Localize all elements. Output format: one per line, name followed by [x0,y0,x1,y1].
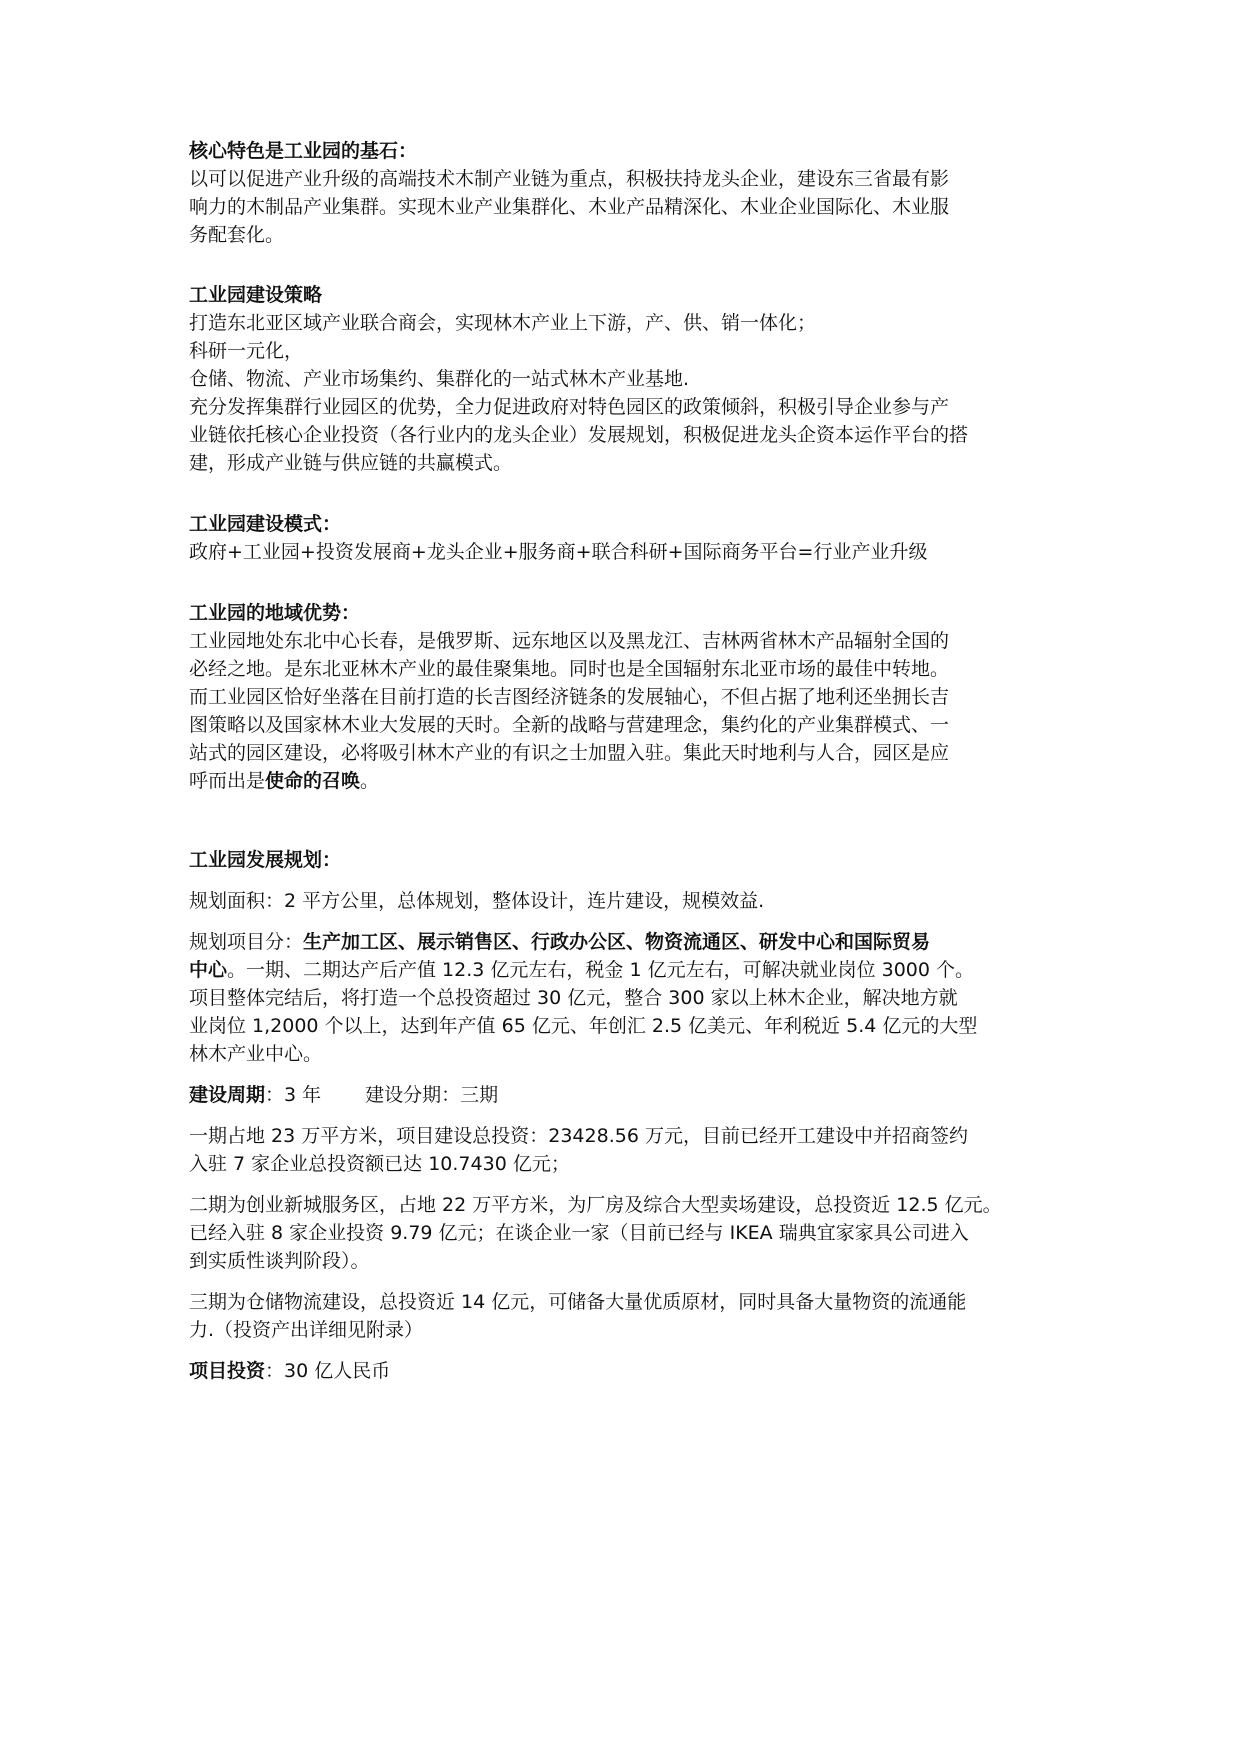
paragraph-line: 仓储、物流、产业市场集约、集群化的一站式林木产业基地. [189,368,690,390]
paragraph-line: 图策略以及国家林木业大发展的天时。全新的战略与营建理念，集约化的产业集群模式、一 [189,714,950,736]
emphasis-text: 中心 [189,959,228,981]
paragraph-line: 到实质性谈判阶段）。 [189,1250,370,1272]
paragraph-line: 二期为创业新城服务区，占地 22 万平方米，为厂房及综合大型卖场建设，总投资近 12.5 亿元。 [189,1194,1002,1216]
paragraph-line [189,767,379,795]
paragraph-line: 务配套化。 [189,224,285,246]
plan-area: 规划面积：2 平方公里，总体规划，整体设计，连片建设，规模效益. [189,890,765,912]
text-run: 呼而出是 [189,770,266,792]
cycle-label: 建设周期 [189,1084,266,1106]
text-run: 。一期、二期达产后产值 12.3 亿元左右，税金 1 亿元左右，可解决就业岗位 3000 个。 [227,959,975,981]
paragraph-line [189,1357,390,1385]
paragraph-line: 业链依托核心企业投资（各行业内的龙头企业）发展规划，积极促进龙头企资本运作平台的搭 [189,424,969,446]
section-heading-mode: 工业园建设模式： [189,513,342,535]
phase-text: 建设分期：三期 [365,1084,499,1106]
section-heading-plan: 工业园发展规划： [189,849,342,871]
emphasis-text: 生产加工区、展示销售区、行政办公区、物资流通区、研发中心和国际贸易 [303,931,931,953]
paragraph-line: 打造东北亚区域产业联合商会，实现林木产业上下游，产、供、销一体化； [189,312,817,334]
paragraph-line: 政府+工业园+投资发展商+龙头企业+服务商+联合科研+国际商务平台=行业产业升级 [189,541,928,563]
paragraph-line: 已经入驻 8 家企业投资 9.79 亿元；在谈企业一家（目前已经与 IKEA 瑞典宜家家具公司进入 [189,1222,969,1244]
paragraph-line: 响力的木制品产业集群。实现木业产业集群化、木业产品精深化、木业企业国际化、木业服 [189,196,950,218]
section-heading-strategy: 工业园建设策略 [189,284,323,306]
paragraph-line: 林木产业中心。 [189,1043,323,1065]
paragraph-line: 项目整体完结后，将打造一个总投资超过 30 亿元，整合 300 家以上林木企业，解决地方就 [189,987,958,1009]
paragraph-line: 充分发挥集群行业园区的优势，全力促进政府对特色园区的政策倾斜，积极引导企业参与产 [189,396,950,418]
paragraph-line: 而工业园区恰好坐落在目前打造的长吉图经济链条的发展轴心，不但占据了地利还坐拥长吉 [189,686,950,708]
section-heading-advantage: 工业园的地域优势： [189,602,361,624]
section-heading-core: 核心特色是工业园的基石： [189,140,418,162]
paragraph-line: 必经之地。是东北亚林木产业的最佳聚集地。同时也是全国辐射东北亚市场的最佳中转地。 [189,658,950,680]
paragraph-line: 入驻 7 家企业总投资额已达 10.7430 亿元； [189,1153,570,1175]
paragraph-line [189,956,974,984]
paragraph-line: 力.（投资产出详细见附录） [189,1319,424,1341]
text-run: 规划项目分： [189,931,304,953]
paragraph-line: 站式的园区建设，必将吸引林木产业的有识之士加盟入驻。集此天时地利与人合，园区是应 [189,742,950,764]
emphasis-text: 使命的召唤 [265,770,361,792]
text-run: 。 [360,770,380,792]
paragraph-line: 三期为仓储物流建设，总投资近 14 亿元，可储备大量优质原材，同时具备大量物资的流通能 [189,1291,967,1313]
cycle-value: ：3 年 [265,1084,322,1106]
paragraph-line [189,1081,498,1109]
invest-value: ：30 亿人民币 [265,1360,391,1382]
invest-label: 项目投资 [189,1360,266,1382]
paragraph-line: 业岗位 1,2000 个以上，达到年产值 65 亿元、年创汇 2.5 亿美元、年利税近 5.4 亿元的大型 [189,1015,978,1037]
paragraph-line: 工业园地处东北中心长春，是俄罗斯、远东地区以及黑龙江、吉林两省林木产品辐射全国的 [189,630,950,652]
paragraph-line: 以可以促进产业升级的高端技术木制产业链为重点，积极扶持龙头企业，建设东三省最有影 [189,168,950,190]
paragraph-line [189,928,930,956]
paragraph-line: 一期占地 23 万平方米，项目建设总投资：23428.56 万元，目前已经开工建设中并招商签约 [189,1125,968,1147]
paragraph-line: 建，形成产业链与供应链的共赢模式。 [189,452,513,474]
paragraph-line: 科研一元化， [189,340,304,362]
